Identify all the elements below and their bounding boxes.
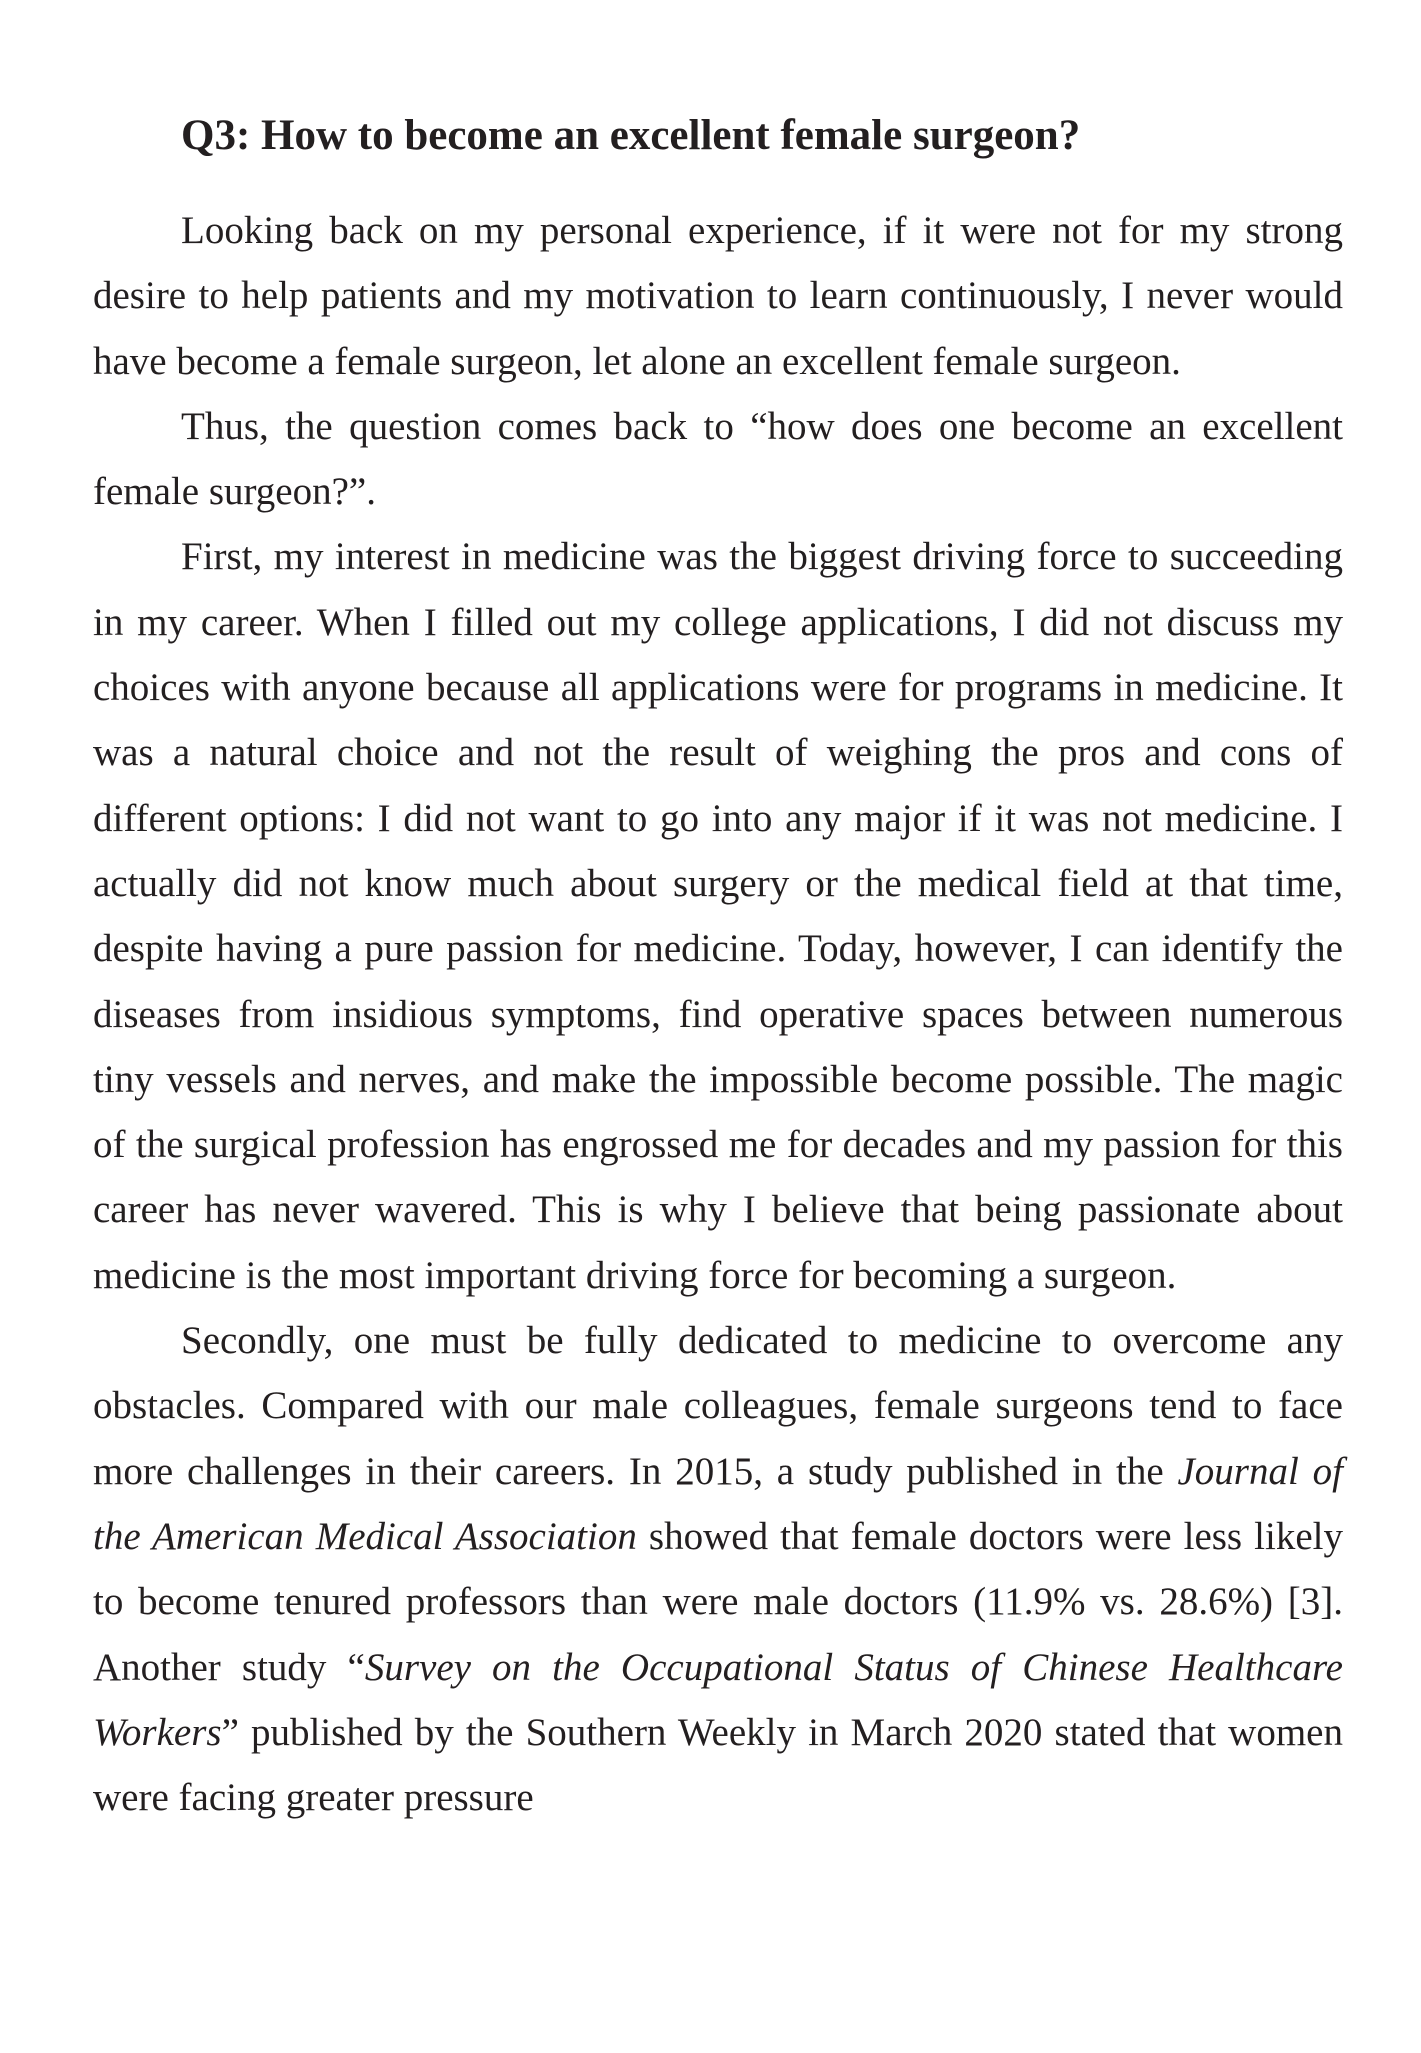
document-page [93,108,1343,1830]
paragraph-4-text-3: ” published by the Southern Weekly in March 2020 stated that women were facing greater pressure [93,1710,1343,1820]
paragraph-4-text-1: Secondly, one must be fully dedicated to medicine to overcome any obstacles. Compared with our male colleagues, female surgeons tend to face more challenges in their careers. In 2015, a study published in the [93,1319,1343,1493]
paragraph-4-text-2: showed that female doctors were less likely to become tenured professors than were male doctors (11.9% vs. 28.6%) [3]. Another study “ [93,1514,1343,1689]
paragraph-1: Looking back on my personal experience, if it were not for my strong desire to help patients and my motivation to learn continuously, I never would have become a female surgeon, let alone an excellent female surgeon. [93,209,1343,383]
paragraph-3: First, my interest in medicine was the biggest driving force to succeeding in my career. When I filled out my college applications, I did not discuss my choices with anyone because all applications were for programs in medicine. It was a natural choice and not the result of weighing the pros and cons of different options: I did not want to go into any major if it was not medicine. I actually did not know much about surgery or the medical field at that time, despite having a pure passion for medicine. Today, however, I can identify the diseases from insidious symptoms, find operative spaces between numerous tiny vessels and nerves, and make the impossible become possible. The magic of the surgical profession has engrossed me for decades and my passion for this career has never wavered. This is why I believe that being passionate about medicine is the most important driving force for becoming a surgeon. [93,535,1343,1297]
journal-title: Journal of the American Medical Association [93,1449,1343,1558]
paragraph-2: Thus, the question comes back to “how does one become an excellent female surgeon?”. [93,404,1343,514]
survey-title: Survey on the Occupational Status of Chinese Healthcare Workers [93,1645,1343,1754]
paragraph-4 [93,1308,1343,1830]
section-heading: Q3: How to become an excellent female surgeon? [181,112,1081,159]
